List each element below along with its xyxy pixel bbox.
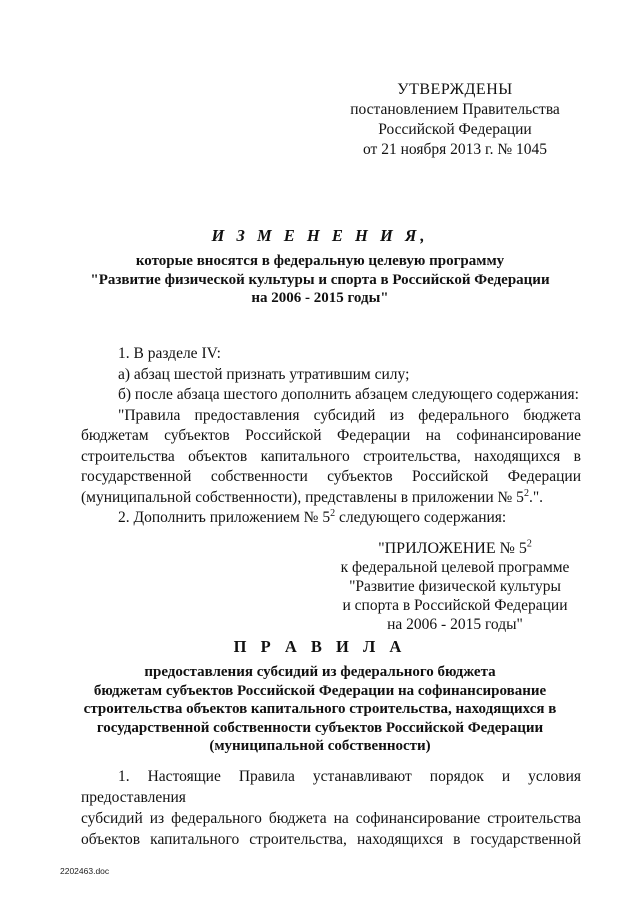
quote-line: "Правила предоставления субсидий из федерального бюджета	[118, 406, 581, 424]
superscript: 2	[330, 507, 336, 519]
appendix-heading-text: "ПРИЛОЖЕНИЕ № 5	[378, 540, 527, 557]
rules-subtitle-line: (муниципальной собственности)	[209, 738, 431, 754]
rules-subtitle-line: государственной собственности субъектов Российской Федерации	[96, 719, 544, 736]
rules-subtitle-line: предоставления субсидий из федерального бюджета	[144, 664, 496, 680]
paragraph-item-2	[81, 508, 581, 529]
approval-line: Российской Федерации	[378, 121, 532, 138]
quote-line-last	[81, 488, 581, 509]
rules-subtitle	[60, 663, 580, 756]
appendix-line: и спорта в Российской Федерации	[342, 597, 568, 614]
appendix-line: на 2006 - 2015 годы"	[387, 616, 523, 633]
paragraph-item-1a: а) абзац шестой признать утратившим силу;	[118, 365, 410, 383]
rules-subtitle-line: бюджетам субъектов Российской Федерации на софинансирование	[93, 682, 547, 699]
item-2-text: 2. Дополнить приложением № 5	[118, 509, 331, 526]
superscript: 2	[526, 538, 532, 550]
changes-subtitle	[60, 252, 580, 308]
changes-title: И З М Е Н Е Н И Я,	[211, 226, 429, 245]
quote-text-end: .".	[528, 488, 544, 506]
changes-body	[81, 344, 581, 529]
rules-body	[81, 766, 581, 850]
superscript: 2	[523, 487, 529, 499]
rules-paragraph-line: субсидий из федерального бюджета на софинансирование строительства	[81, 810, 581, 827]
rules-paragraph-line: 1. Настоящие Правила устанавливают порядок и условия предоставления	[81, 768, 581, 806]
quote-line: бюджетам субъектов Российской Федерации на софинансирование	[81, 427, 581, 444]
changes-subtitle-line: которые вносятся в федеральную целевую программу	[135, 253, 505, 269]
quote-line: государственной собственности субъектов Российской Федерации	[81, 468, 581, 485]
rules-paragraph-line: объектов капитального строительства, находящихся в государственной	[81, 831, 581, 848]
approval-heading: УТВЕРЖДЕНЫ	[397, 81, 513, 98]
quote-text: (муниципальной собственности), представлены в приложении № 5	[81, 488, 524, 506]
appendix-heading	[330, 539, 580, 558]
approval-line: постановлением Правительства	[350, 101, 560, 118]
changes-subtitle-line: на 2006 - 2015 годы"	[251, 290, 389, 306]
appendix-line: "Развитие физической культуры	[349, 578, 561, 595]
approval-line: от 21 ноября 2013 г. № 1045	[363, 141, 547, 158]
appendix-header	[330, 539, 580, 634]
approval-stamp	[330, 80, 580, 160]
changes-title-block	[60, 226, 580, 308]
paragraph-item-1: 1. В разделе IV:	[118, 345, 221, 362]
appendix-line: к федеральной целевой программе	[340, 559, 570, 576]
quote-line: строительства объектов капитального строительства, находящихся в	[81, 447, 581, 465]
rules-title: П Р А В И Л А	[233, 637, 407, 656]
item-2-text-end: следующего содержания:	[335, 509, 507, 526]
document-id: 2202463.doc	[60, 866, 110, 876]
rules-subtitle-line: строительства объектов капитального строительства, находящихся в	[83, 701, 557, 717]
paragraph-item-1b: б) после абзаца шестого дополнить абзацем следующего содержания:	[118, 386, 579, 403]
changes-subtitle-line: "Развитие физической культуры и спорта в Российской Федерации	[90, 271, 550, 288]
